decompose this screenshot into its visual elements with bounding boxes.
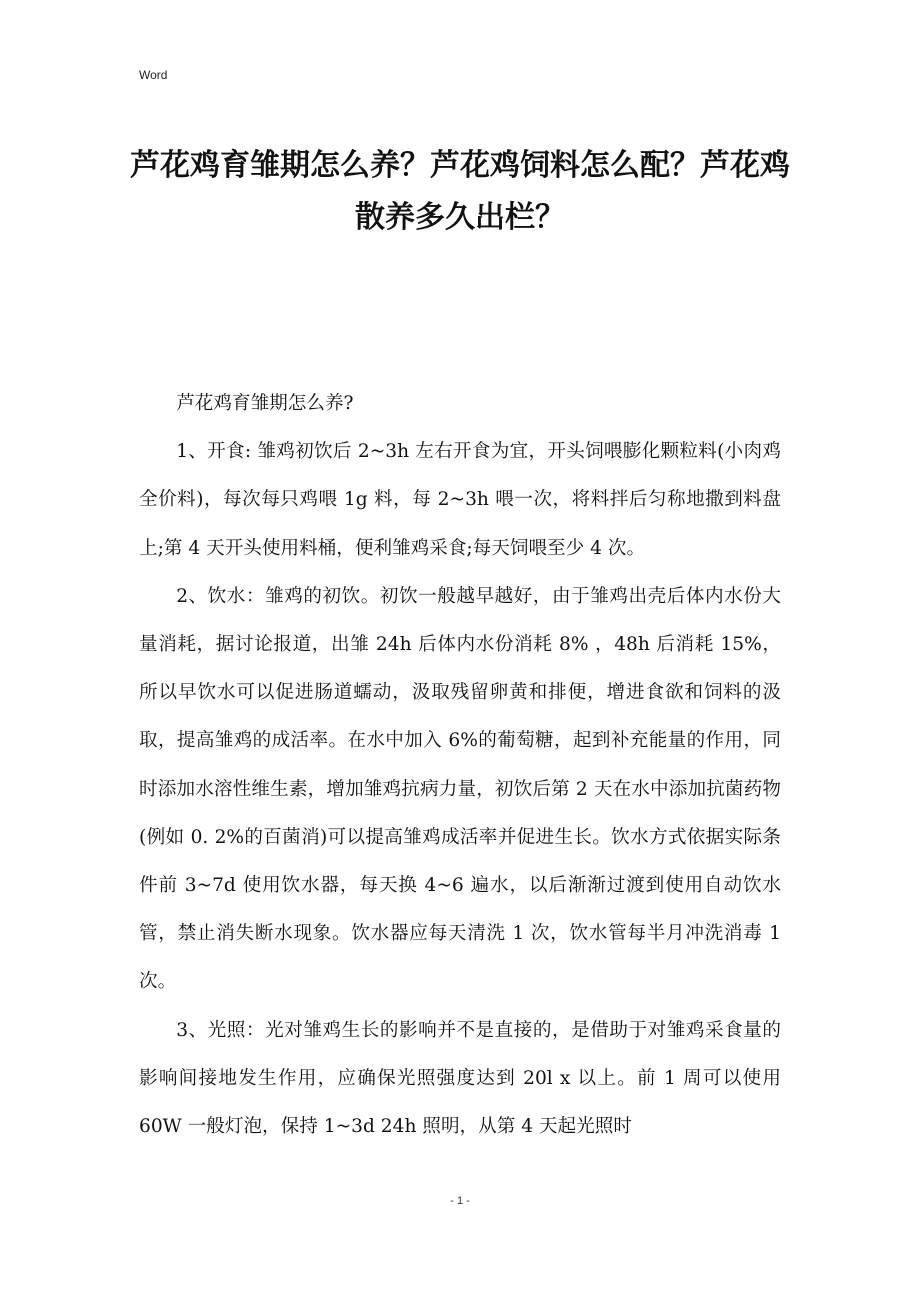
- body-paragraph: 芦花鸡育雏期怎么养?: [176, 393, 354, 414]
- document-body: [139, 380, 781, 1151]
- header-label: Word: [139, 68, 168, 82]
- body-paragraph: 3、光照：光对雏鸡生长的影响并不是直接的，是借助于对雏鸡采食量的影响间接地发生作用，应确保光照强度达到 20l x 以上。前 1 周可以使用 60W 一般灯泡，保持 1~3d 24h 照明，从第 4 天起光照时: [139, 1019, 781, 1138]
- body-paragraph: 1、开食: 雏鸡初饮后 2~3h 左右开食为宜，开头饲喂膨化颗粒料(小肉鸡全价料)，每次每只鸡喂 1g 料，每 2~3h 喂一次，将料拌后匀称地撒到料盘上;第 4 天开头使用料桶，便利雏鸡采食;每天饲喂至少 4 次。: [139, 441, 781, 559]
- page-number: - 1 -: [450, 1195, 470, 1207]
- document-title: 芦花鸡育雏期怎么养？芦花鸡饲料怎么配？芦花鸡散养多久出栏？: [130, 148, 790, 235]
- body-paragraph: 2、饮水：雏鸡的初饮。初饮一般越早越好，由于雏鸡出壳后体内水份大量消耗，据讨论报道，出雏 24h 后体内水份消耗 8% ，48h 后消耗 15%，所以早饮水可以促进肠道蠕动，汲取残留卵黄和排便，增进食欲和饲料的汲取，提高雏鸡的成活率。在水中加入 6%的葡萄糖，起到补充能量的作用，同时添加水溶性维生素，增加雏鸡抗病力量，初饮后第 2 天在水中添加抗菌药物(例如 0. 2%的百菌消)可以提高雏鸡成活率并促进生长。饮水方式依据实际条件前 3~7d 使用饮水器，每天换 4~6 遍水，以后渐渐过渡到使用自动饮水管，禁止消失断水现象。饮水器应每天清洗 1 次，饮水管每半月冲洗消毒 1 次。: [139, 585, 781, 993]
